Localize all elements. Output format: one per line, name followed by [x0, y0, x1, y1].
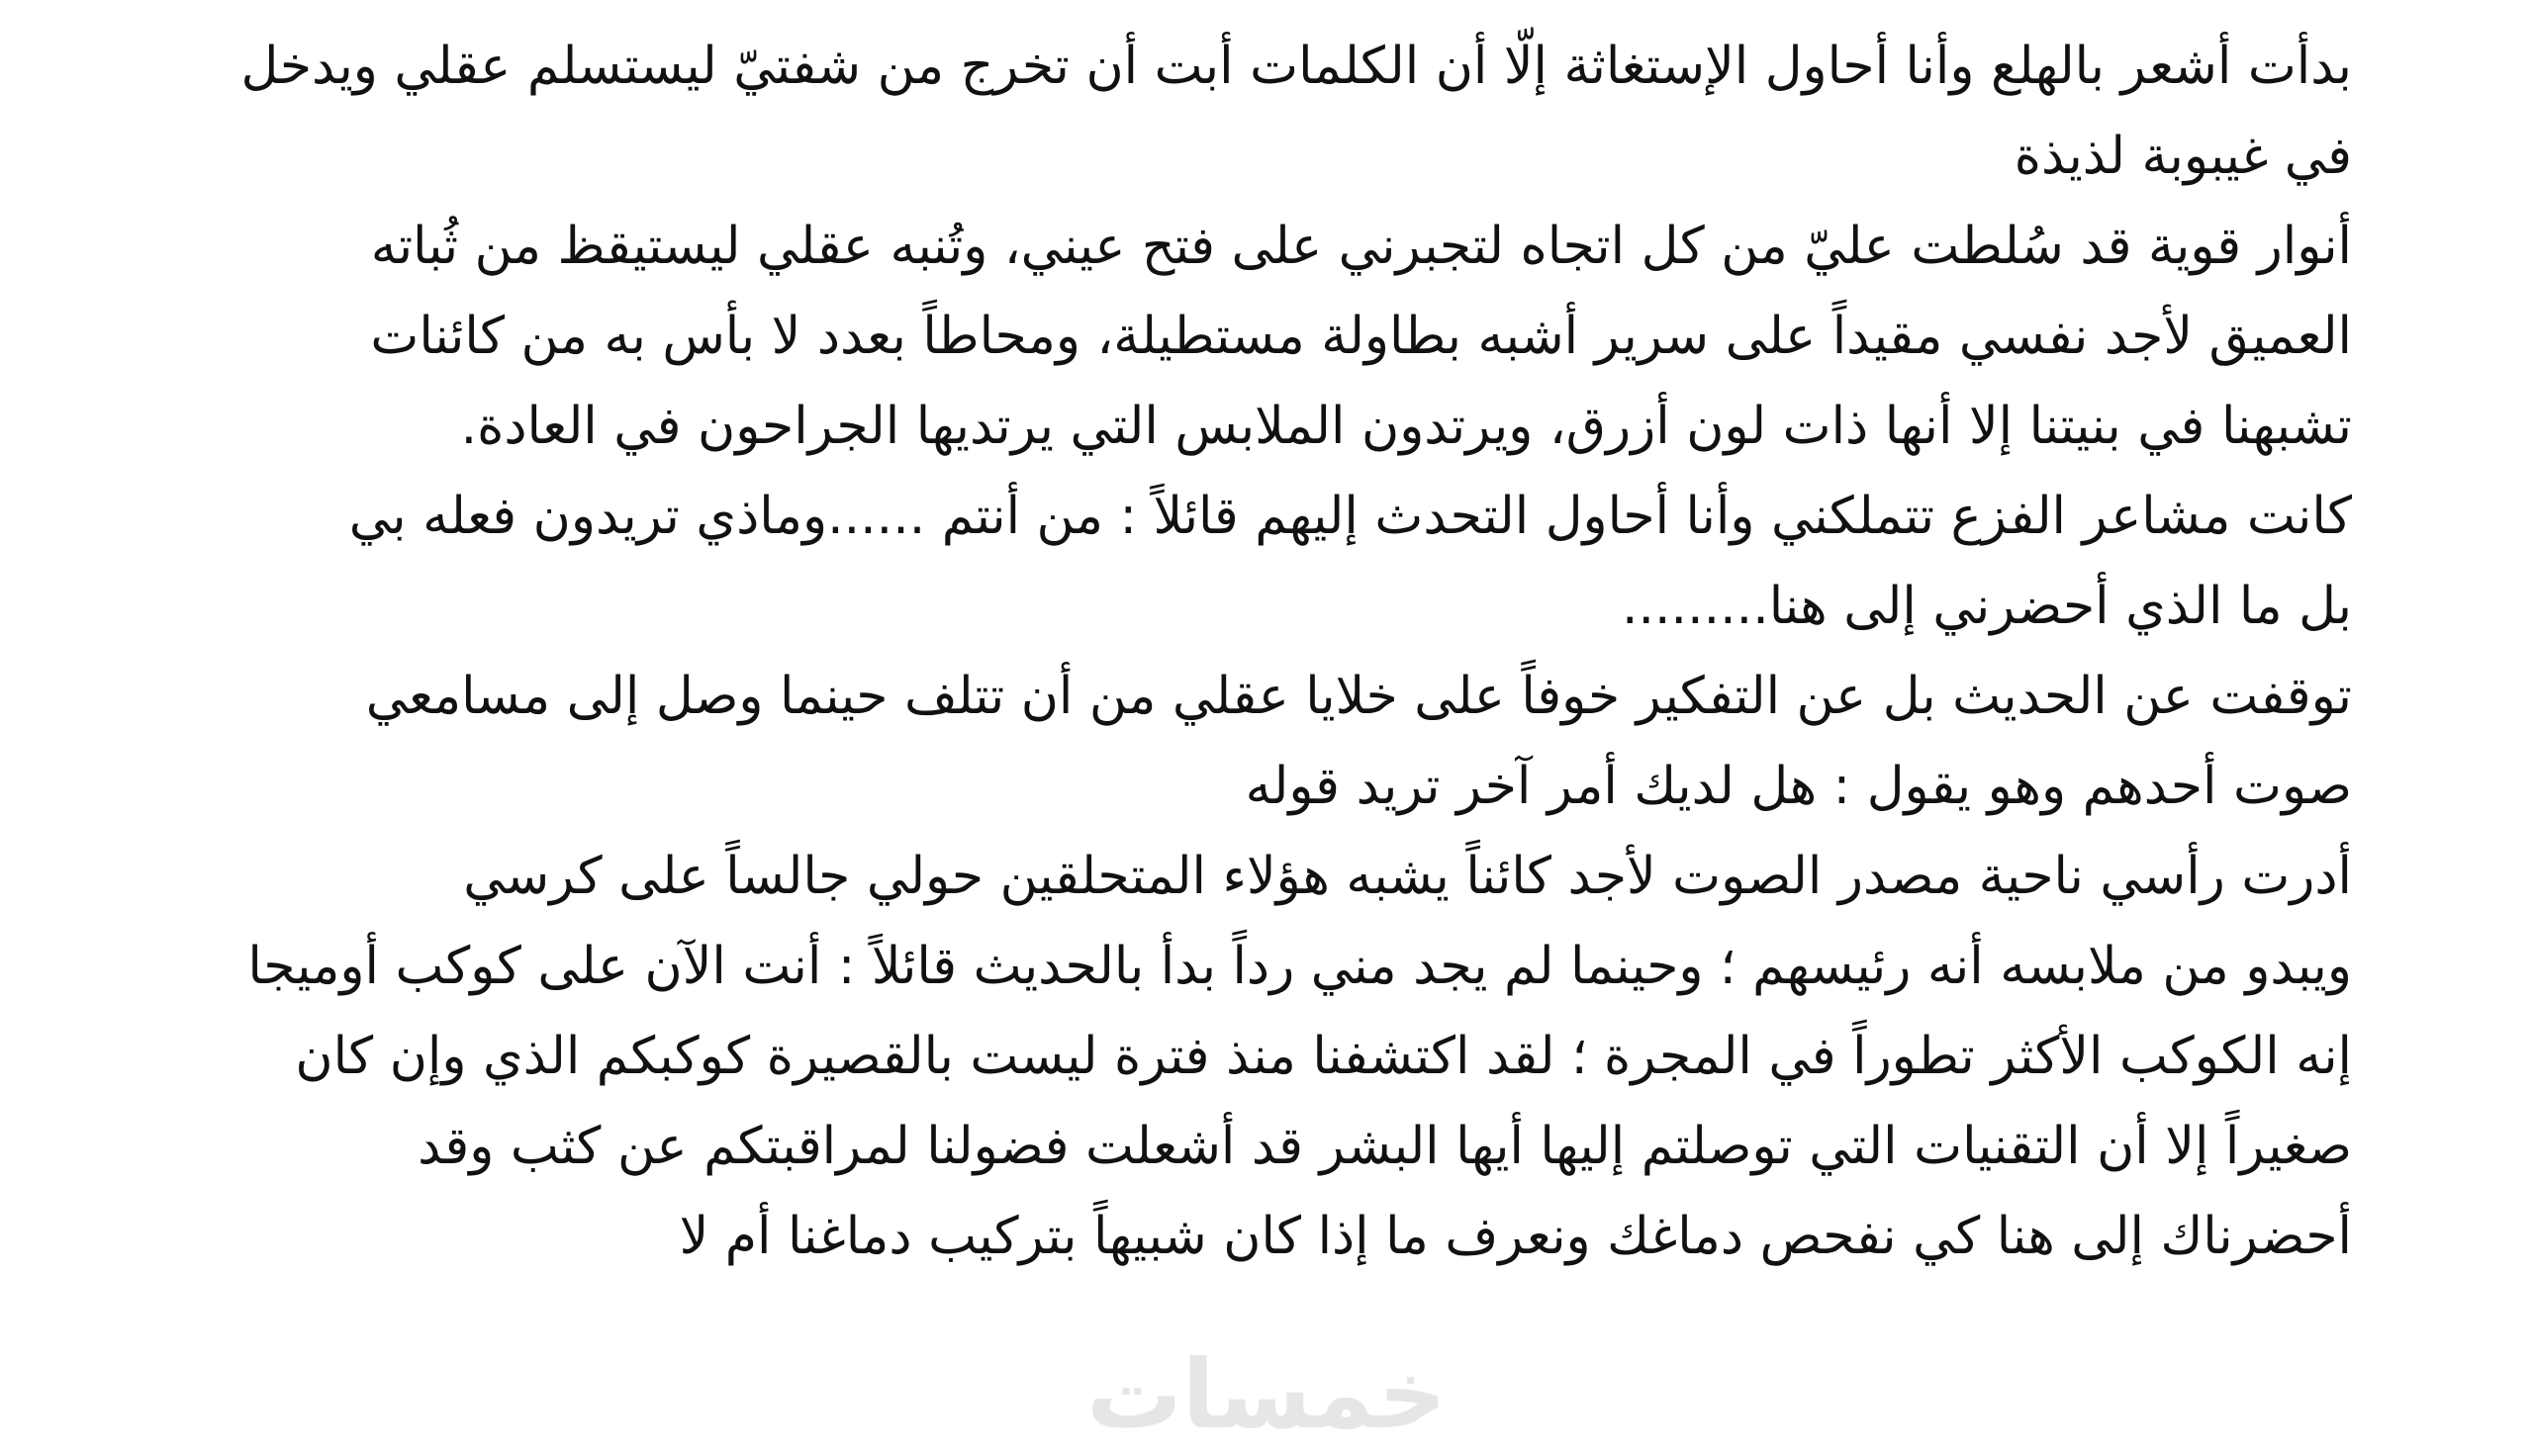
text-line: بدأت أشعر بالهلع وأنا أحاول الإستغاثة إلّا أن الكلمات أبت أن تخرج من شفتيّ ليستسلم عقلي ويدخل	[240, 37, 2352, 96]
text-line: أحضرناك إلى هنا كي نفحص دماغك ونعرف ما إذا كان شبيهاً بتركيب دماغنا أم لا	[679, 1207, 2352, 1266]
text-line: إنه الكوكب الأكثر تطوراً في المجرة ؛ لقد اكتشفنا منذ فترة ليست بالقصيرة كوكبكم الذي وإن كان	[295, 1027, 2352, 1086]
text-line: بل ما الذي أحضرني إلى هنا.........	[1621, 577, 2352, 636]
watermark-logo: خمسات	[1086, 1339, 1447, 1450]
text-line: في غيبوبة لذيذة	[2014, 127, 2352, 186]
story-text-block	[195, 22, 2352, 1282]
text-line: أدرت رأسي ناحية مصدر الصوت لأجد كائناً يشبه هؤلاء المتحلقين حولي جالساً على كرسي	[463, 847, 2352, 906]
text-line: العميق لأجد نفسي مقيداً على سرير أشبه بطاولة مستطيلة، ومحاطاً بعدد لا بأس به من كائنات	[370, 307, 2352, 366]
text-line: توقفت عن الحديث بل عن التفكير خوفاً على خلايا عقلي من أن تتلف حينما وصل إلى مسامعي	[365, 667, 2352, 726]
text-line: ويبدو من ملابسه أنه رئيسهم ؛ وحينما لم يجد مني رداً بدأ بالحديث قائلاً : أنت الآن على كوكب أوميجا	[247, 937, 2352, 996]
text-line: تشبهنا في بنيتنا إلا أنها ذات لون أزرق، ويرتدون الملابس التي يرتديها الجراحون في العادة.	[460, 397, 2352, 456]
text-line: صوت أحدهم وهو يقول : هل لديك أمر آخر تريد قوله	[1245, 757, 2352, 816]
text-line: صغيراً إلا أن التقنيات التي توصلتم إليها أيها البشر قد أشعلت فضولنا لمراقبتكم عن كثب وقد	[418, 1117, 2352, 1176]
text-line: كانت مشاعر الفزع تتملكني وأنا أحاول التحدث إليهم قائلاً : من أنتم ......وماذي تريدون فعله بي	[348, 487, 2352, 546]
text-line: أنوار قوية قد سُلطت عليّ من كل اتجاه لتجبرني على فتح عيني، وتُنبه عقلي ليستيقظ من ثُباته	[370, 217, 2352, 276]
